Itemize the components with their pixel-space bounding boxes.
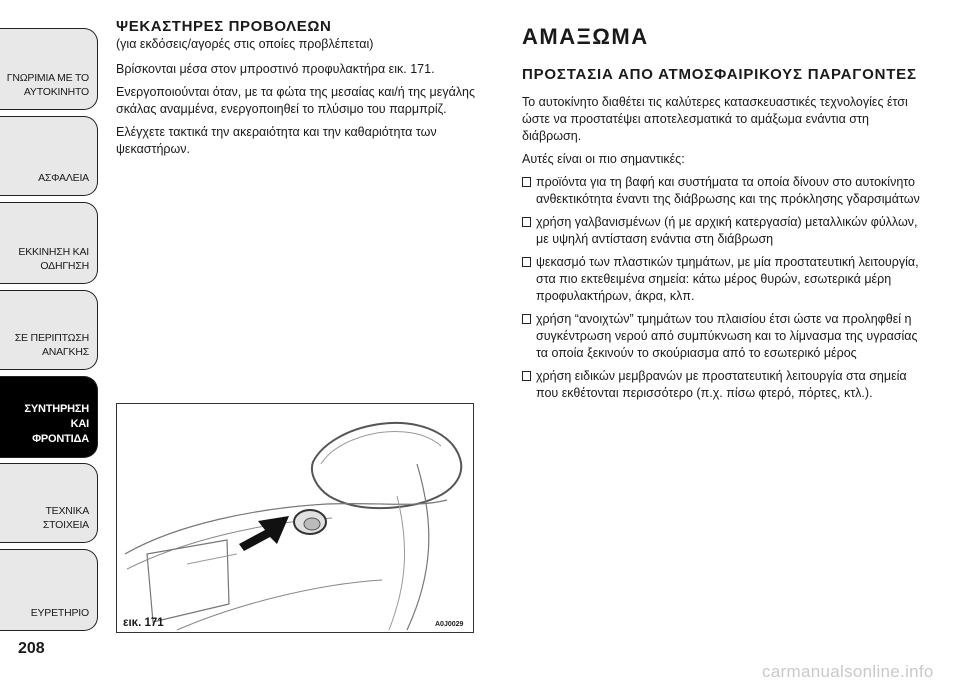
right-column bbox=[522, 24, 922, 408]
left-column bbox=[116, 18, 486, 164]
section-heading: ΨΕΚΑΣΤΗΡΕΣ ΠΡΟΒΟΛΕΩΝ bbox=[116, 18, 332, 35]
checkbox-bullet-icon bbox=[522, 177, 531, 187]
tab-getting-to-know[interactable] bbox=[0, 28, 98, 110]
tab-emergency[interactable] bbox=[0, 290, 98, 370]
figure-caption: εικ. 171 bbox=[123, 617, 164, 629]
checkbox-bullet-icon bbox=[522, 217, 531, 227]
tab-technical-data[interactable] bbox=[0, 463, 98, 543]
tab-starting-driving[interactable] bbox=[0, 202, 98, 284]
tab-label: ΓΝΩΡΙΜΙΑ ΜΕ ΤΟ ΑΥΤΟΚΙΝΗΤΟ bbox=[6, 71, 89, 98]
list-item: προϊόντα για τη βαφή και συστήματα τα οποία δίνουν στο αυτοκίνητο ανθεκτικότητα έναντι της διάβρωσης και της πρόκλησης γδαρσιμάτων bbox=[522, 174, 922, 208]
figure-headlamp-washer bbox=[116, 403, 474, 633]
tab-label: ΑΣΦΑΛΕΙΑ bbox=[38, 171, 89, 184]
tab-label: ΕΥΡΕΤΗΡΙΟ bbox=[30, 606, 89, 619]
list-item: χρήση ειδικών μεμβρανών με προστατευτική λειτουργία στα σημεία που εκθέτονται περισσότερο (π.χ. πίσω φτερό, πόρτες, κτλ.). bbox=[522, 368, 922, 402]
tab-label: ΕΚΚΙΝΗΣΗ ΚΑΙ ΟΔΗΓΗΣΗ bbox=[18, 245, 89, 272]
figure-code: A0J0029 bbox=[435, 621, 464, 628]
paragraph: Ελέγχετε τακτικά την ακεραιότητα και την καθαριότητα των ψεκαστήρων. bbox=[116, 125, 437, 156]
chapter-heading: ΑΜΑΞΩΜΑ bbox=[522, 24, 649, 49]
list-item: ψεκασμό των πλαστικών τμημάτων, με μία προστατευτική λειτουργία, στα πιο εκτεθειμένα σημεία: κάτω μέρος θυρών, εσωτερικά μέρη προφυλακτήρων, άκρα, κλπ. bbox=[522, 254, 922, 305]
list-item: χρήση “ανοιχτών” τμημάτων του πλαισίου έτσι ώστε να προληφθεί η συγκέντρωση νερού από συμπύκνωση και το λίμνασμα της υγρασίας τα οποία ξεκινούν το σκούριασμα από το εσωτερικό μέρος bbox=[522, 311, 922, 362]
paragraph: Ενεργοποιούνται όταν, με τα φώτα της μεσαίας και/ή της μεγάλης σκάλας αναμμένα, ενεργοποιηθεί το πλύσιμο του παρμπρίζ. bbox=[116, 85, 476, 116]
tab-label: ΣΥΝΤΗΡΗΣΗ ΚΑΙ ΦΡΟΝΤΙΔΑ bbox=[24, 403, 89, 446]
page-number: 208 bbox=[18, 640, 45, 657]
checkbox-bullet-icon bbox=[522, 314, 531, 324]
checkbox-bullet-icon bbox=[522, 371, 531, 381]
watermark: carmanualsonline.info bbox=[762, 662, 934, 681]
list-item: χρήση γαλβανισμένων (ή με αρχική κατεργασία) μεταλλικών φύλλων, με υψηλή αντίσταση ενάντια στη διάβρωση bbox=[522, 214, 922, 248]
checkbox-bullet-icon bbox=[522, 257, 531, 267]
tab-safety[interactable] bbox=[0, 116, 98, 196]
tab-index[interactable] bbox=[0, 549, 98, 631]
tab-label: ΣΕ ΠΕΡΙΠΤΩΣΗ ΑΝΑΓΚΗΣ bbox=[14, 331, 89, 358]
section-subtitle: (για εκδόσεις/αγορές στις οποίες προβλέπεται) bbox=[116, 37, 374, 51]
pointer-arrow-icon bbox=[239, 516, 289, 551]
paragraph: Αυτές είναι οι πιο σημαντικές: bbox=[522, 152, 685, 166]
headlamp-washer-illustration bbox=[117, 404, 473, 632]
tab-maintenance-care[interactable] bbox=[0, 376, 98, 458]
paragraph: Βρίσκονται μέσα στον μπροστινό προφυλακτήρα εικ. 171. bbox=[116, 62, 435, 76]
tab-label: ΤΕΧΝΙΚΑ ΣΤΟΙΧΕΙΑ bbox=[42, 504, 89, 531]
chapter-sidebar bbox=[0, 0, 100, 686]
section-heading: ΠΡΟΣΤΑΣΙΑ ΑΠΟ ΑΤΜΟΣΦΑΙΡΙΚΟΥΣ ΠΑΡΑΓΟΝΤΕΣ bbox=[522, 66, 917, 83]
paragraph: Το αυτοκίνητο διαθέτει τις καλύτερες κατασκευαστικές τεχνολογίες έτσι ώστε να προστατέψει αποτελεσματικά το αμάξωμα ενάντια στη διάβρωση. bbox=[522, 95, 908, 143]
